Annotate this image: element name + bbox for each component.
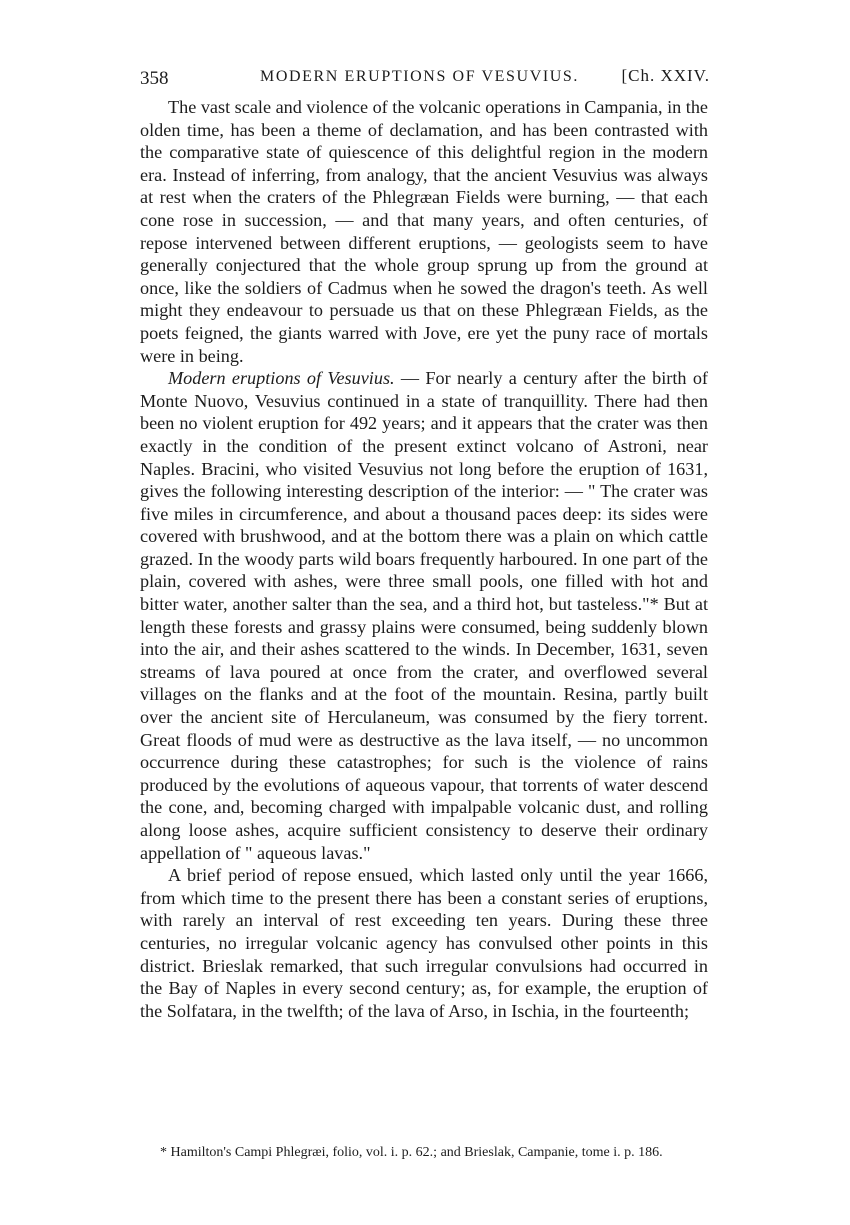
section-heading: Modern eruptions of Vesuvius. [168, 368, 395, 389]
chapter-label: [Ch. XXIV. [621, 66, 710, 85]
footnote: * Hamilton's Campi Phlegræi, folio, vol. i. p. 62.; and Brieslak, Campanie, tome i. p. 186. [160, 1145, 663, 1160]
paragraph-1: The vast scale and violence of the volcanic operations in Campania, in the olden time, has been a theme of declamation, and has been contrasted with the comparative state of quiescence of this delightful region in the modern era. Instead of inferring, from analogy, that the ancient Vesuvius was always at rest when the craters of the Phlegræan Fields were burning, — that each cone rose in succession, — and that many years, and often centuries, of repose intervened between different eruptions, — geologists seem to have generally conjectured that the whole group sprung up from the ground at once, like the soldiers of Cadmus when he sowed the dragon's teeth. As well might they endeavour to persuade us that on these Phlegræan Fields, as the poets feigned, the giants warred with Jove, ere yet the puny race of mortals were in being. [140, 97, 708, 366]
body-text [140, 96, 708, 1022]
paragraph-2 [140, 367, 708, 864]
page-header [140, 60, 710, 94]
paragraph-2-text: — For nearly a century after the birth of Monte Nuovo, Vesuvius continued in a state of tranquillity. There had then been no violent eruption for 492 years; and it appears that the crater was then exactly in the condition of the present extinct volcano of Astroni, near Naples. Bracini, who visited Vesuvius not long before the eruption of 1631, gives the following interesting description of the interior: — " The crater was five miles in circumference, and about a thousand paces deep: its sides were covered with brushwood, and at the bottom there was a plain on which cattle grazed. In the woody parts wild boars frequently harboured. In one part of the plain, covered with ashes, were three small pools, one filled with hot and bitter water, another salter than the sea, and a third hot, but tasteless."* But at length these forests and grassy plains were consumed, being suddenly blown into the air, and their ashes scattered to the winds. In December, 1631, seven streams of lava poured at once from the crater, and overflowed several villages on the flanks and at the foot of the mountain. Resina, partly built over the ancient site of Herculaneum, was consumed by the fiery torrent. Great floods of mud were as destructive as the lava itself, — no uncommon occurrence during these catastrophes; for such is the violence of rains produced by the evolutions of aqueous vapour, that torrents of water descend the cone, and, becoming charged with impalpable volcanic dust, and rolling along loose ashes, acquire sufficient consistency to deserve their ordinary appellation of " aqueous lavas." [140, 368, 708, 863]
page-number: 358 [140, 68, 169, 89]
paragraph-3: A brief period of repose ensued, which lasted only until the year 1666, from which time to the present there has been a constant series of eruptions, with rarely an interval of rest exceeding ten years. During these three centuries, no irregular volcanic agency has convulsed other points in this district. Brieslak remarked, that such irregular convulsions had occurred in the Bay of Naples in every second century; as, for example, the eruption of the Solfatara, in the twelfth; of the lava of Arso, in Ischia, in the fourteenth; [140, 865, 708, 1021]
running-head: MODERN ERUPTIONS OF VESUVIUS. [260, 68, 580, 85]
